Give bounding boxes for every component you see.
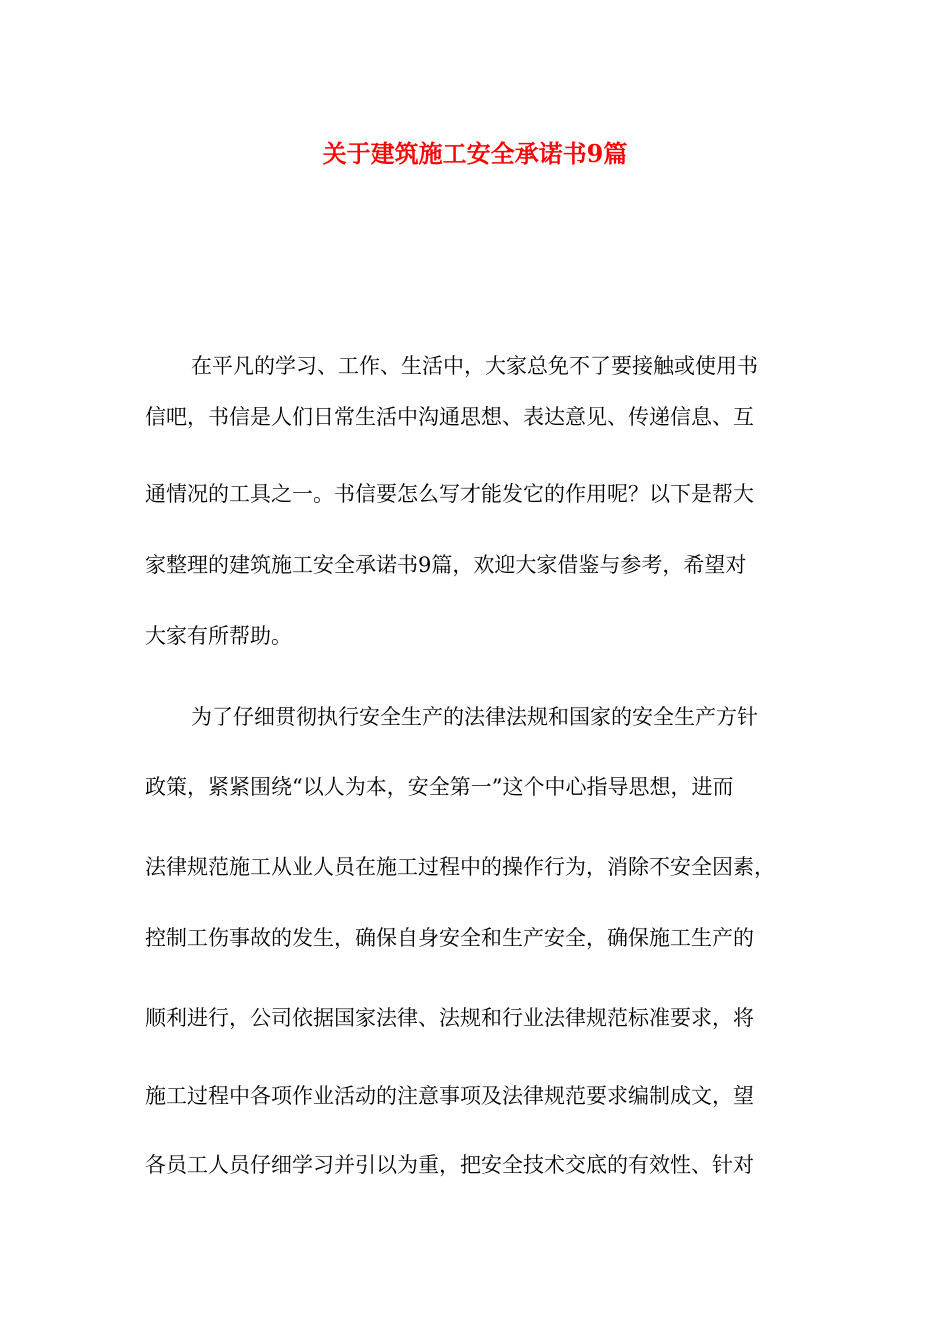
- paragraph-1-line-5: 大家有所帮助。: [145, 624, 292, 648]
- paragraph-1-line-4: 家整理的建筑施工安全承诺书9篇，欢迎大家借鉴与参考，希望对: [145, 553, 747, 577]
- paragraph-2-line-4: 控制工伤事故的发生，确保自身安全和生产安全，确保施工生产的: [145, 926, 754, 950]
- paragraph-2-line-2: 政策，紧紧围绕“以人为本，安全第一”这个中心指导思想，进而: [145, 775, 734, 799]
- paragraph-1-line-3: 通情况的工具之一。书信要怎么写才能发它的作用呢？以下是帮大: [145, 482, 754, 506]
- paragraph-1-line-1: 在平凡的学习、工作、生活中，大家总免不了要接触或使用书: [191, 354, 758, 378]
- paragraph-1-line-2: 信吧，书信是人们日常生活中沟通思想、表达意见、传递信息、互: [145, 405, 754, 429]
- paragraph-2-line-7: 各员工人员仔细学习并引以为重，把安全技术交底的有效性、针对: [145, 1153, 754, 1177]
- document-title: 关于建筑施工安全承诺书9篇: [322, 139, 628, 168]
- paragraph-2-line-6: 施工过程中各项作业活动的注意事项及法律规范要求编制成文，望: [145, 1084, 754, 1108]
- paragraph-2-line-5: 顺利进行，公司依据国家法律、法规和行业法律规范标准要求，将: [145, 1006, 754, 1030]
- paragraph-2-line-1: 为了仔细贯彻执行安全生产的法律法规和国家的安全生产方针: [191, 705, 758, 729]
- paragraph-2-line-3: 法律规范施工从业人员在施工过程中的操作行为，消除不安全因素，: [145, 855, 775, 879]
